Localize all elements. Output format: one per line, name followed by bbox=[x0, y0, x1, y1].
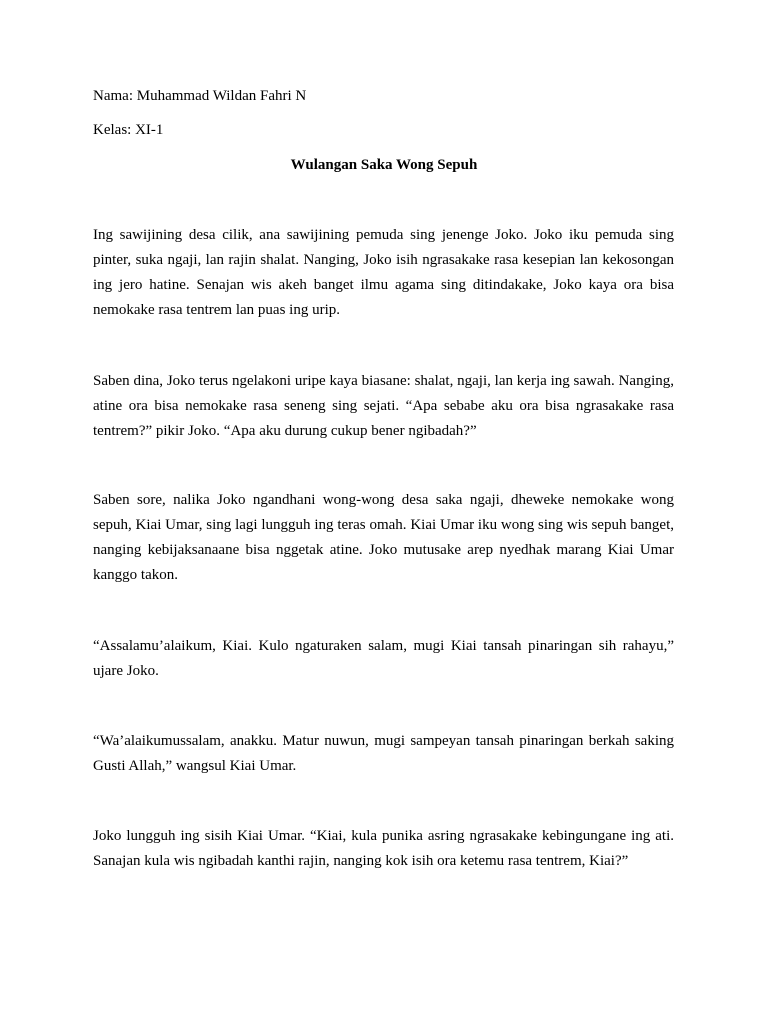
paragraph: Saben sore, nalika Joko ngandhani wong-wong desa saka ngaji, dheweke nemokake wong sepuh, Kiai Umar, sing lagi lungguh ing teras omah. Kiai Umar iku wong sing wis sepuh banget, nanging kebijaksanaane bisa nggetak atine. Joko mutusake arep nyedhak marang Kiai Umar kanggo takon. bbox=[93, 492, 674, 583]
paragraph: “Assalamu’alaikum, Kiai. Kulo ngaturaken salam, mugi Kiai tansah pinaringan sih rahayu,” ujare Joko. bbox=[93, 638, 674, 679]
student-class: Kelas: XI-1 bbox=[93, 122, 164, 138]
paragraph: Ing sawijining desa cilik, ana sawijining pemuda sing jenenge Joko. Joko iku pemuda sing pinter, suka ngaji, lan rajin shalat. Nanging, Joko isih ngrasakake rasa kesepian lan kekosongan ing jero hatine. Senajan wis akeh banget ilmu agama sing ditindakake, Joko kaya ora bisa nemokake rasa tentrem lan puas ing urip. bbox=[93, 227, 674, 318]
paragraph: Saben dina, Joko terus ngelakoni uripe kaya biasane: shalat, ngaji, lan kerja ing sawah. Nanging, atine ora bisa nemokake rasa seneng sing sejati. “Apa sebabe aku ora bisa ngrasakake rasa tentrem?” pikir Joko. “Apa aku durung cukup bener ngibadah?” bbox=[93, 373, 674, 439]
paragraph: Joko lungguh ing sisih Kiai Umar. “Kiai, kula punika asring ngrasakake kebingungane ing ati. Sanajan kula wis ngibadah kanthi rajin, nanging kok isih ora ketemu rasa tentrem, Kiai?” bbox=[93, 828, 674, 869]
student-name: Nama: Muhammad Wildan Fahri N bbox=[93, 88, 307, 104]
paragraph: “Wa’alaikumussalam, anakku. Matur nuwun, mugi sampeyan tansah pinaringan berkah saking Gusti Allah,” wangsul Kiai Umar. bbox=[93, 733, 674, 774]
document-title: Wulangan Saka Wong Sepuh bbox=[290, 157, 478, 173]
